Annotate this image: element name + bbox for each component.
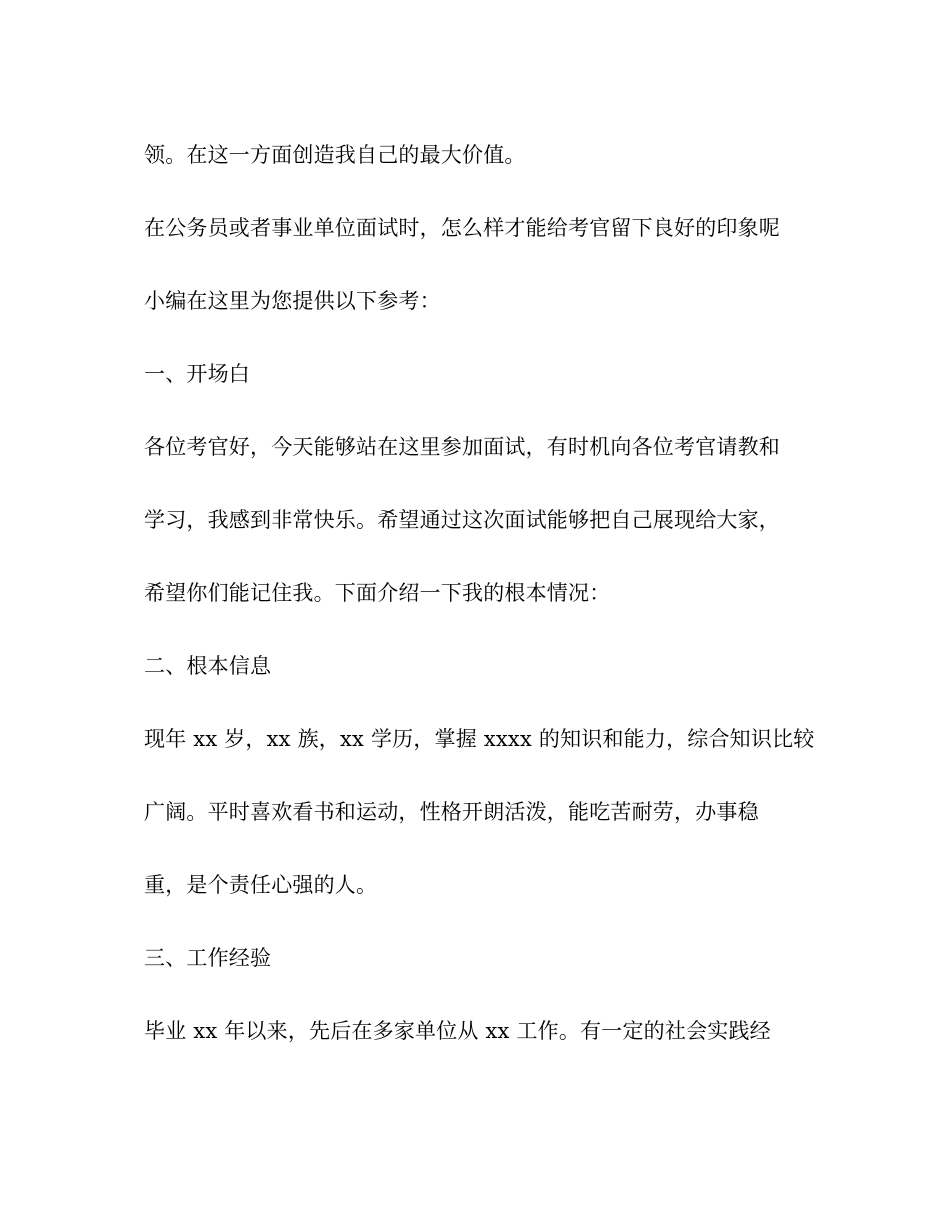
- paragraph-line: 重，是个责任心强的人。: [144, 873, 378, 897]
- paragraph-line: 小编在这里为您提供以下参考：: [144, 289, 441, 313]
- section-heading: 一、开场白: [144, 362, 250, 386]
- paragraph-line: 毕业 xx 年以来，先后在多家单位从 xx 工作。有一定的社会实践经: [144, 1019, 771, 1043]
- section-heading: 二、根本信息: [144, 654, 272, 678]
- paragraph-line: 现年 xx 岁，xx 族，xx 学历，掌握 xxxx 的知识和能力，综合知识比较: [144, 727, 815, 751]
- section-heading: 三、工作经验: [144, 946, 272, 970]
- paragraph-line: 广阔。平时喜欢看书和运动，性格开朗活泼，能吃苦耐劳，办事稳: [144, 800, 759, 824]
- paragraph-line: 各位考官好，今天能够站在这里参加面试，有时机向各位考官请教和: [144, 435, 780, 459]
- paragraph-line: 在公务员或者事业单位面试时，怎么样才能给考官留下良好的印象呢: [144, 216, 780, 240]
- paragraph-line: 领。在这一方面创造我自己的最大价值。: [144, 143, 526, 167]
- paragraph-line: 希望你们能记住我。下面介绍一下我的根本情况：: [144, 581, 611, 605]
- paragraph-line: 学习，我感到非常快乐。希望通过这次面试能够把自己展现给大家，: [144, 508, 780, 532]
